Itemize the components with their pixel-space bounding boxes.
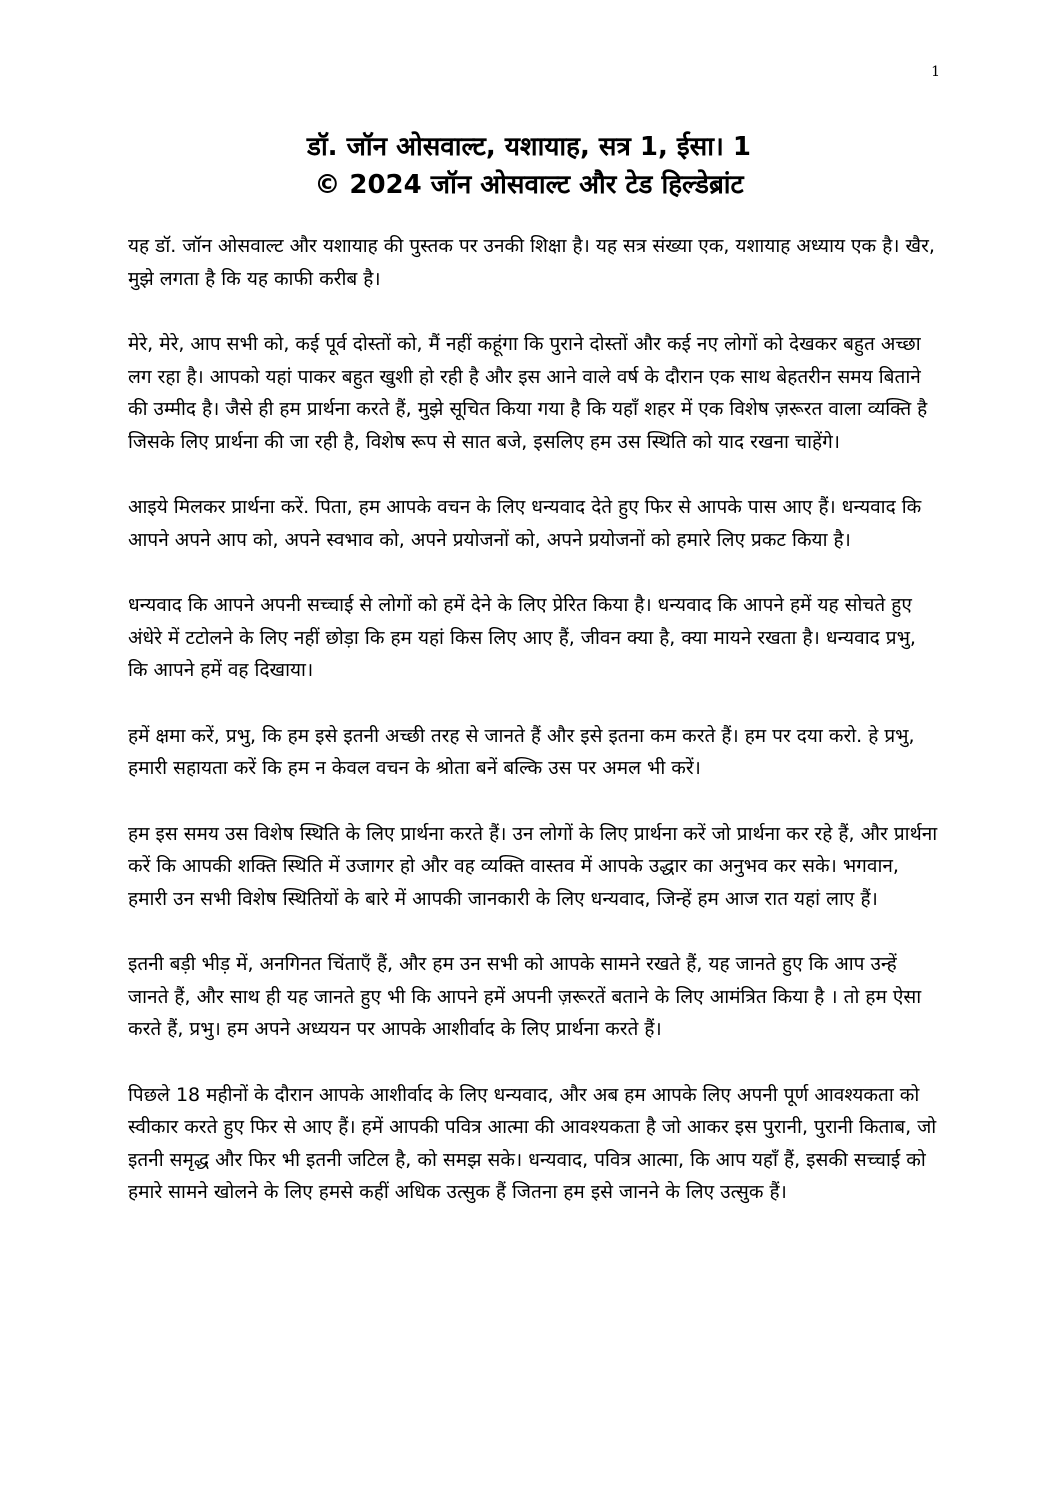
paragraph-6: हम इस समय उस विशेष स्थिति के लिए प्रार्थना करते हैं। उन लोगों के लिए प्रार्थना करें जो प्रार्थना कर रहे हैं, और प्रार्थना करें कि आपकी शक्ति स्थिति में उजागर हो और वह व्यक्ति वास्तव में आपके उद्धार का अनुभव कर सके। भगवान, हमारी उन सभी विशेष स्थितियों के बारे में आपकी जानकारी के लिए धन्यवाद, जिन्हें हम आज रात यहां लाए हैं। [128, 822, 938, 910]
title-line-2: © 2024 जॉन ओसवाल्ट और टेड हिल्डेब्रांट [314, 170, 744, 200]
paragraph-2: मेरे, मेरे, आप सभी को, कई पूर्व दोस्तों को, मैं नहीं कहूंगा कि पुराने दोस्तों और कई नए लोगों को देखकर बहुत अच्छा लग रहा है। आपको यहां पाकर बहुत खुशी हो रही है और इस आने वाले वर्ष के दौरान एक साथ बेहतरीन समय बिताने की उम्मीद है। जैसे ही हम प्रार्थना करते हैं, मुझे सूचित किया गया है कि यहाँ शहर में एक विशेष ज़रूरत वाला व्यक्ति है जिसके लिए प्रार्थना की जा रही है, विशेष रूप से सात बजे, इसलिए हम उस स्थिति को याद रखना चाहेंगे। [128, 333, 928, 453]
paragraph-8: पिछले 18 महीनों के दौरान आपके आशीर्वाद के लिए धन्यवाद, और अब हम आपके लिए अपनी पूर्ण आवश्यकता को स्वीकार करते हुए फिर से आए हैं। हमें आपकी पवित्र आत्मा की आवश्यकता है जो आकर इस पुरानी, पुरानी किताब, जो इतनी समृद्ध और फिर भी इतनी जटिल है, को समझ सके। धन्यवाद, पवित्र आत्मा, कि आप यहाँ हैं, इसकी सच्चाई को हमारे सामने खोलने के लिए हमसे कहीं अधिक उत्सुक हैं जितना हम इसे जानने के लिए उत्सुक हैं। [128, 1083, 937, 1203]
paragraph-4: धन्यवाद कि आपने अपनी सच्चाई से लोगों को हमें देने के लिए प्रेरित किया है। धन्यवाद कि आपने हमें यह सोचते हुए अंधेरे में टटोलने के लिए नहीं छोड़ा कि हम यहां किस लिए आए हैं, जीवन क्या है, क्या मायने रखता है। धन्यवाद प्रभु, कि आपने हमें वह दिखाया। [128, 594, 916, 681]
paragraph-1: यह डॉ. जॉन ओसवाल्ट और यशायाह की पुस्तक पर उनकी शिक्षा है। यह सत्र संख्या एक, यशायाह अध्याय एक है। खैर, मुझे लगता है कि यह काफी करीब है। [128, 235, 935, 290]
document-body [128, 230, 940, 1242]
paragraph-5: हमें क्षमा करें, प्रभु, कि हम इसे इतनी अच्छी तरह से जानते हैं और इसे इतना कम करते हैं। हम पर दया करो. हे प्रभु, हमारी सहायता करें कि हम न केवल वचन के श्रोता बनें बल्कि उस पर अमल भी करें। [128, 724, 915, 779]
document-title [80, 128, 978, 204]
title-line-1: डॉ. जॉन ओसवाल्ट, यशायाह, सत्र 1, ईसा। 1 [307, 132, 751, 162]
page-number: 1 [931, 64, 940, 80]
paragraph-3: आइये मिलकर प्रार्थना करें. पिता, हम आपके वचन के लिए धन्यवाद देते हुए फिर से आपके पास आए हैं। धन्यवाद कि आपने अपने आप को, अपने स्वभाव को, अपने प्रयोजनों को, अपने प्रयोजनों को हमारे लिए प्रकट किया है। [128, 496, 922, 551]
paragraph-7: इतनी बड़ी भीड़ में, अनगिनत चिंताएँ हैं, और हम उन सभी को आपके सामने रखते हैं, यह जानते हुए कि आप उन्हें जानते हैं, और साथ ही यह जानते हुए भी कि आपने हमें अपनी ज़रूरतें बताने के लिए आमंत्रित किया है । तो हम ऐसा करते हैं, प्रभु। हम अपने अध्ययन पर आपके आशीर्वाद के लिए प्रार्थना करते हैं। [128, 953, 922, 1040]
